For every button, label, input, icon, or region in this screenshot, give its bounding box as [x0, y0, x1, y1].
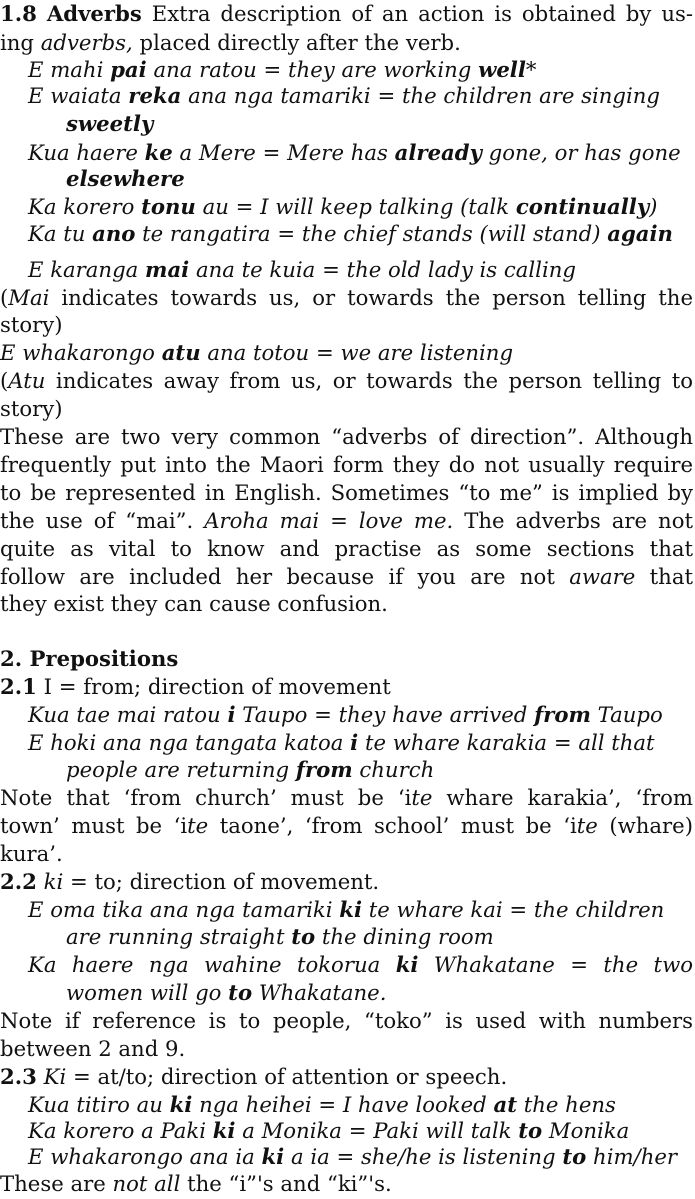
s22-example-1: E oma tika ana nga tamariki ki te whare kai = the children — [28, 897, 665, 922]
para-line-2: frequently put into the Maori form they do not usually require — [0, 452, 693, 477]
para-line-7: they exist they can cause confusion. — [0, 591, 388, 616]
para-line-3: to be represented in English. Sometimes “to me” is implied by — [0, 480, 693, 505]
mai-note-cont: story) — [0, 312, 63, 337]
para-line-6: follow are included her because if you are not aware that — [0, 564, 693, 589]
s21-example-2-cont: people are returning from church — [66, 757, 435, 782]
adverb-example-1: E mahi pai ana ratou = they are working well* — [28, 57, 537, 82]
adverb-example-3: Kua haere ke a Mere = Mere has already gone, or has gone — [28, 140, 681, 165]
intro-continuation: ing adverbs, placed directly after the verb. — [0, 30, 461, 55]
adverb-example-2: E waiata reka ana nga tamariki = the children are singing — [28, 83, 660, 108]
adverb-example-4: Ka korero tonu au = I will keep talking (talk continually) — [28, 194, 658, 219]
intro-text: Extra description of an action is obtained by us- — [151, 1, 693, 26]
section-title: Adverbs — [46, 1, 142, 26]
s22-example-2-cont: women will go to Whakatane. — [66, 980, 387, 1005]
adverb-example-5: Ka tu ano te rangatira = the chief stands (will stand) again — [28, 221, 673, 246]
s23-final-note: These are not all the “i”'s and “ki”'s. — [0, 1171, 392, 1196]
s23-example-3: E whakarongo ana ia ki a ia = she/he is listening to him/her — [28, 1144, 678, 1169]
section-2-3-heading: 2.3 Ki = at/to; direction of attention or speech. — [0, 1064, 508, 1089]
adverb-example-6: E karanga mai ana te kuia = the old lady is calling — [28, 257, 576, 282]
para-line-5: quite as vital to know and practise as some sections that — [0, 536, 693, 561]
atu-note: (Atu indicates away from us, or towards the person telling to — [0, 368, 693, 393]
s21-note-1: Note that ‘from church’ must be ‘ite whare karakia’, ‘from — [0, 785, 693, 810]
adverb-example-3-cont: elsewhere — [66, 166, 185, 191]
s21-note-3: kura’. — [0, 841, 63, 866]
mai-note: (Mai indicates towards us, or towards the person telling the — [0, 285, 693, 310]
s21-note-2: town’ must be ‘ite taone’, ‘from school’ must be ‘ite (whare) — [0, 813, 693, 838]
s22-example-2: Ka haere nga wahine tokorua ki Whakatane = the two — [28, 952, 693, 977]
s23-example-2: Ka korero a Paki ki a Monika = Paki will talk to Monika — [28, 1118, 630, 1143]
section-1-8-heading-line — [0, 0, 693, 29]
s22-note-1: Note if reference is to people, “toko” is used with numbers — [0, 1008, 693, 1033]
atu-note-cont: story) — [0, 396, 63, 421]
section-2-2-heading: 2.2 ki = to; direction of movement. — [0, 869, 380, 894]
s23-example-1: Kua titiro au ki nga heihei = I have looked at the hens — [28, 1092, 616, 1117]
adverb-example-2-cont: sweetly — [66, 111, 154, 136]
s21-example-1: Kua tae mai ratou i Taupo = they have arrived from Taupo — [28, 702, 663, 727]
s22-example-1-cont: are running straight to the dining room — [66, 924, 494, 949]
section-2-1-heading: 2.1 I = from; direction of movement — [0, 674, 391, 699]
para-line-4: the use of “mai”. Aroha mai = love me. The adverbs are not — [0, 508, 693, 533]
atu-example: E whakarongo atu ana totou = we are listening — [0, 340, 514, 365]
section-2-heading: 2. Prepositions — [0, 646, 179, 671]
s22-note-2: between 2 and 9. — [0, 1036, 186, 1061]
para-line-1: These are two very common “adverbs of direction”. Although — [0, 424, 693, 449]
s21-example-2: E hoki ana nga tangata katoa i te whare karakia = all that — [28, 730, 655, 755]
section-number: 1.8 — [0, 1, 37, 26]
